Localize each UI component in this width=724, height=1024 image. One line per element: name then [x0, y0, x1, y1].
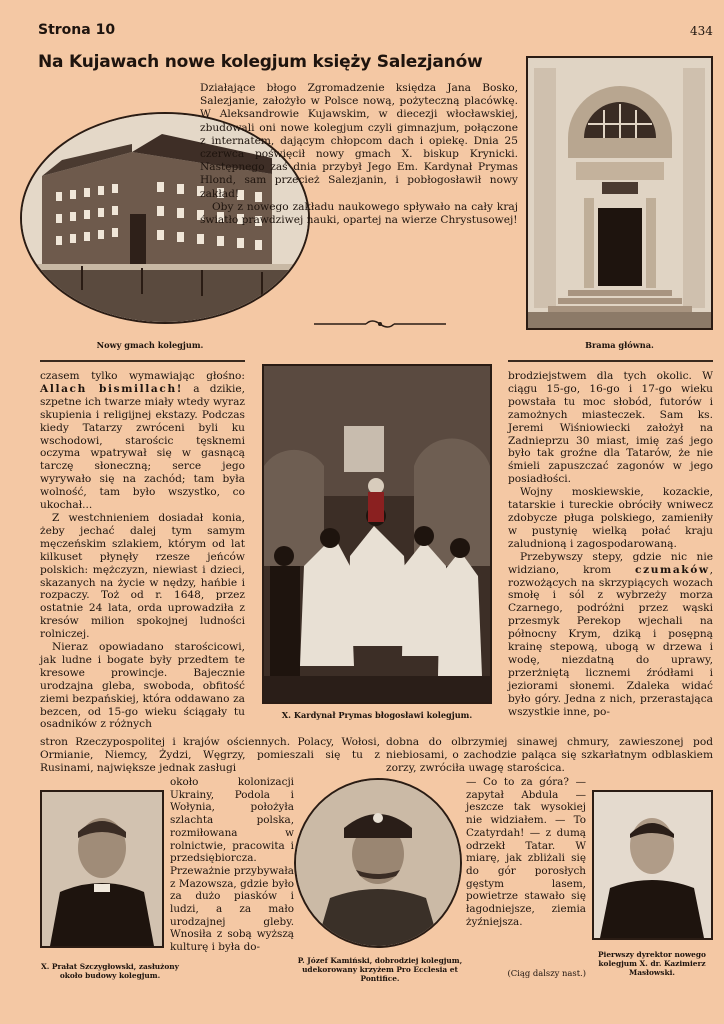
right-column — [508, 370, 713, 718]
gate-caption: Brama główna. — [585, 340, 654, 350]
main-gate-photo — [526, 56, 713, 330]
page-number: 434 — [690, 24, 713, 38]
director-portrait-illustration — [594, 792, 711, 938]
blessing-caption: X. Kardynał Prymas błogosławi kolegjum. — [281, 710, 473, 720]
right-p3-spaced: czumaków — [635, 563, 710, 576]
portrait1-caption: X. Prałat Szczygłowski, zasłużony około budowy kolegjum. — [41, 962, 179, 980]
building-caption: Nowy gmach kolegjum. — [96, 340, 204, 350]
left-p1-spaced: Allach bismillach! — [40, 382, 183, 395]
right-p3-before: Przebywszy stepy, gdzie nic nie widziano, krom — [508, 550, 713, 576]
right-p3-after: , rozwożących na skrzypiących wozach smołę i sól z wybrzeży morza Czarnego, podróżni przez wąski przesmyk Perekop wjechali na północny Krym, dziką i posępną krainę stepową, ubogą w drzewa i wodę, niezdatną do uprawy, przerżniętą licznemi źródłami i jeziorami słonemi. Zdaleka widać było góry. Jedna z nich, przerastająca wszystkie inne, po- — [508, 563, 713, 718]
intro-paragraph-2: Oby z nowego zakładu naukowego spływało na cały kraj światło prawdziwej nauki, opartej na wierze Chrystusowej! — [200, 200, 518, 227]
bottom-right-text: — Co to za góra? — zapytał Abdula — jeszcze tak wysokiej nie widziałem. — To Czatyrdah! — z dumą odrzekł Tatar. W miarę, jak zbliżali się do gór porosłych gęstym lasem, powietrze stawało się łagodniejsze, ziemia żyźniejsza. — [466, 776, 586, 928]
left-p1-before: czasem tylko wymawiając głośno: — [40, 370, 245, 382]
bottom-left-text: około kolonizacji Ukrainy, Podola i Wołynia, położyła szlachta polska, rozmiłowana w rolnictwie, pracowita i przedsiębiorcza. Przeważnie przybywała z Mazowsza, gdzie było za dużo piasków i ludzi, a za mało urodzajnej gleby. Wnosiła z sobą wyższą kulturę i była do- — [170, 776, 294, 954]
portrait-kaminski — [294, 778, 462, 948]
continued-note: (Ciąg dalszy nast.) — [507, 968, 586, 978]
left-column — [40, 370, 245, 731]
rule-right — [508, 360, 713, 362]
ornament-divider — [310, 318, 450, 330]
left-paragraph-3: Nieraz opowiadano starościcowi, jak ludne i bogate były przedtem te kresowe prowincje. Bajecznie urodzajna gleba, swoboda, obfitość ziemi bezpańskiej, która oddawano za bezcen, od 15-go wieku ściągały tu osadników z różnych — [40, 641, 245, 731]
wide-text-left: stron Rzeczypospolitej i krajów ościennych. Polacy, Wołosi, Ormianie, Niemcy, Żydzi, Węgrzy, pomieszali się tu z Rusinami, największe jednak zasługi — [40, 736, 380, 774]
cardinal-blessing-photo — [262, 364, 492, 704]
left-paragraph-2: Z westchnieniem dosiadał konia, żeby jechać dalej tym samym męczeńskim szlakiem, którym od lat kilkuset płynęły rzesze jeńców polskich: mężczyzn, niewiast i dzieci, skazanych na życie w nędzy, hańbie i rozpaczy. Toż od r. 1648, przez ostatnie 24 lata, orda uprowadziła z kresów milion spokojnej ludności rolniczej. — [40, 511, 245, 641]
article-title: Na Kujawach nowe kolegjum księży Salezjanów — [38, 52, 483, 72]
gate-illustration — [528, 58, 711, 328]
left-paragraph-1 — [40, 370, 245, 512]
portrait-szczyglowski — [40, 790, 164, 948]
portrait-maslowski — [592, 790, 713, 940]
portrait3-caption: Pierwszy dyrektor nowego kolegjum X. dr. Kazimierz Masłowski. — [597, 950, 706, 977]
intro-paragraph-1: Działające błogo Zgromadzenie księdza Jana Bosko, Salezjanie, założyło w Polsce nową, pożyteczną placówkę. W Aleksandrowie Kujawskim, w diecezji włocławskiej, zbudowali oni nowe kolegjum czyli gimnazjum, połączone z internatem, dającym chłopcom dach i opiekę. Dnia 25 czerwca poświęcił nowy gmach X. biskup Krynicki. Następnego zaś dnia przybył Jego Em. Kardynał Prymas Hlond, sam przecież Salezjanin, i pobłogosławił nowy zakład! — [200, 82, 518, 200]
intro-text — [200, 82, 518, 227]
left-p1-after: a dzikie, szpetne ich twarze miały wtedy wyraz skupienia i religijnej ekstazy. Podczas kiedy Tatarzy zwróceni byli ku wschodowi, starościc tęsknemi oczyma wpatrywał się w gasnącą tarczę słoneczną; serce jego wyrywało się na zachód; tam była wolność, tam było wszystko, co ukochał... — [40, 382, 245, 512]
portrait2-caption: P. Józef Kamiński, dobrodziej kolegjum, udekorowany krzyżem Pro Ecclesia et Pontifice. — [297, 956, 463, 983]
priest-portrait-illustration — [42, 792, 162, 946]
uniformed-portrait-illustration — [296, 780, 460, 946]
rule-left — [40, 360, 245, 362]
right-paragraph-3 — [508, 551, 713, 719]
blessing-illustration — [264, 366, 490, 702]
right-paragraph-2: Wojny moskiewskie, kozackie, tatarskie i tureckie obróciły wniwecz zdobycze pługa polskiego, zamieniły w pustynię wielką połać kraju zaludnioną i zagospodarowaną. — [508, 486, 713, 550]
right-paragraph-1: brodziejstwem dla tych okolic. W ciągu 15-go, 16-go i 17-go wieku powstała tu moc słobód, futorów i zamożnych miasteczek. Sam ks. Jeremi Wiśniowiecki założył na Zadnieprzu 30 miast, imię zaś jego było tak groźne dla Tatarów, że nie śmieli zapuszczać zagonów w jego posiadłości. — [508, 370, 713, 486]
page-label: Strona 10 — [38, 22, 116, 38]
wide-text-right: dobna do olbrzymiej sinawej chmury, zawieszonej pod niebiosami, o zachodzie paląca się szkarłatnym odblaskiem zorzy, zwróciła uwagę starościca. — [386, 736, 713, 774]
